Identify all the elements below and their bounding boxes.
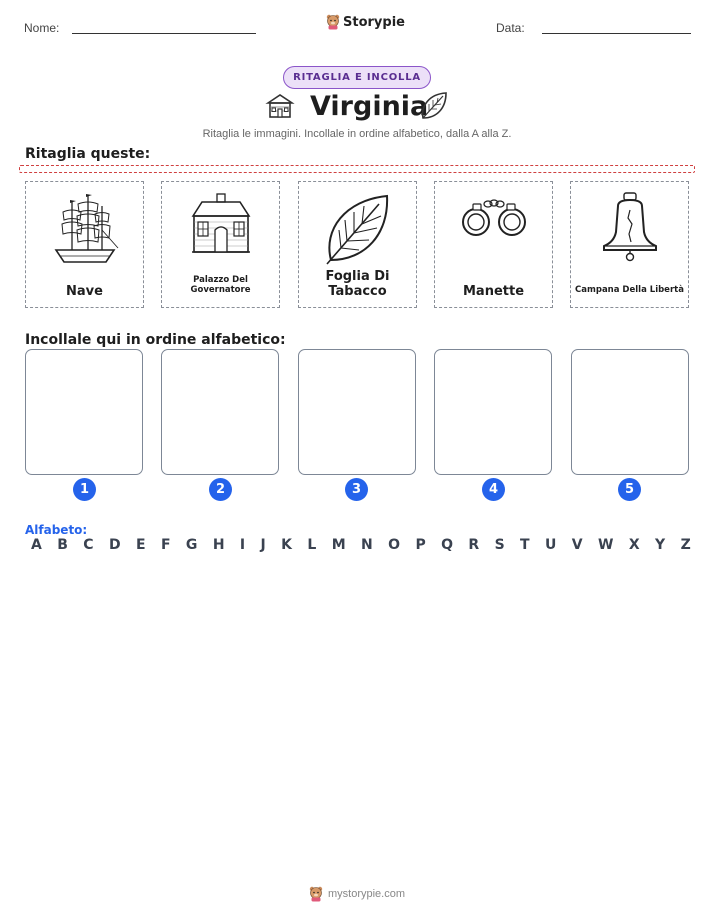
paste-slot-5[interactable] (571, 349, 689, 475)
instructions: Ritaglia le immagini. Incollale in ordine alfabetico, dalla A alla Z. (202, 128, 512, 140)
name-label: Nome: (24, 21, 60, 35)
slot-number-4: 4 (482, 478, 505, 501)
alphabet-letter: L (307, 537, 317, 553)
slot-number-5: 5 (618, 478, 641, 501)
paste-slot-3[interactable] (298, 349, 416, 475)
bear-mascot-icon (309, 886, 323, 902)
alphabet-letter: O (388, 537, 401, 553)
alphabet-letter: A (31, 537, 42, 553)
badge-wrap (0, 66, 714, 89)
paste-slot-4[interactable] (434, 349, 552, 475)
bear-mascot-icon (326, 14, 340, 30)
alphabet-letter: R (468, 537, 480, 553)
footer (309, 886, 405, 902)
alphabet-label: Alfabeto: (25, 523, 88, 537)
card-label: Campana Della Libertà (575, 285, 684, 295)
alphabet-row (31, 537, 691, 553)
alphabet-letter: Y (655, 537, 666, 553)
alphabet-letter: F (160, 537, 171, 553)
paste-heading: Incollale qui in ordine alfabetico: (25, 332, 286, 348)
brand-name: Storypie (343, 14, 405, 30)
cut-card-liberty-bell[interactable] (570, 181, 689, 308)
cut-card-governor-palace[interactable] (161, 181, 280, 308)
alphabet-letter: S (494, 537, 505, 553)
tobacco-leaf-icon (323, 190, 393, 266)
card-label: Palazzo Del Governatore (190, 275, 251, 295)
card-label: Manette (462, 284, 525, 299)
house-icon (265, 92, 295, 120)
alphabet-letter: U (545, 537, 557, 553)
alphabet-letter: M (331, 537, 346, 553)
card-label: Foglia Di Tabacco (325, 269, 390, 299)
alphabet-letter: W (598, 537, 614, 553)
alphabet-letter: D (108, 537, 121, 553)
cut-card-tobacco-leaf[interactable] (298, 181, 417, 308)
alphabet-letter: Z (680, 537, 691, 553)
alphabet-letter: T (520, 537, 530, 553)
cut-card-handcuffs[interactable] (434, 181, 553, 308)
alphabet-letter: E (135, 537, 146, 553)
name-line[interactable] (72, 33, 256, 34)
alphabet-letter: C (83, 537, 94, 553)
paste-slot-2[interactable] (161, 349, 279, 475)
alphabet-letter: G (185, 537, 198, 553)
alphabet-letter: X (628, 537, 640, 553)
alphabet-letter: H (212, 537, 225, 553)
cut-heading: Ritaglia queste: (25, 146, 151, 162)
alphabet-letter: Q (441, 537, 453, 553)
slot-number-1: 1 (73, 478, 96, 501)
alphabet-letter: K (281, 537, 292, 553)
liberty-bell-icon (599, 190, 661, 264)
card-label: Nave (66, 284, 103, 299)
date-line[interactable] (542, 33, 691, 34)
page-title: Virginia (310, 91, 429, 122)
leaf-icon (419, 90, 449, 122)
cut-card-ship[interactable] (25, 181, 144, 308)
slot-number-3: 3 (345, 478, 368, 501)
footer-url[interactable]: mystorypie.com (328, 888, 406, 900)
slot-number-2: 2 (209, 478, 232, 501)
activity-badge: RITAGLIA E INCOLLA (283, 66, 431, 89)
alphabet-letter: V (571, 537, 583, 553)
alphabet-letter: B (57, 537, 68, 553)
governor-palace-icon (188, 190, 254, 258)
cut-line (19, 165, 695, 173)
ship-icon (50, 190, 120, 270)
paste-slot-1[interactable] (25, 349, 143, 475)
handcuffs-icon (459, 190, 529, 246)
alphabet-letter: I (239, 537, 246, 553)
alphabet-letter: J (260, 537, 266, 553)
storypie-logo (326, 14, 405, 30)
alphabet-letter: P (415, 537, 426, 553)
alphabet-letter: N (361, 537, 373, 553)
date-label: Data: (496, 21, 525, 35)
